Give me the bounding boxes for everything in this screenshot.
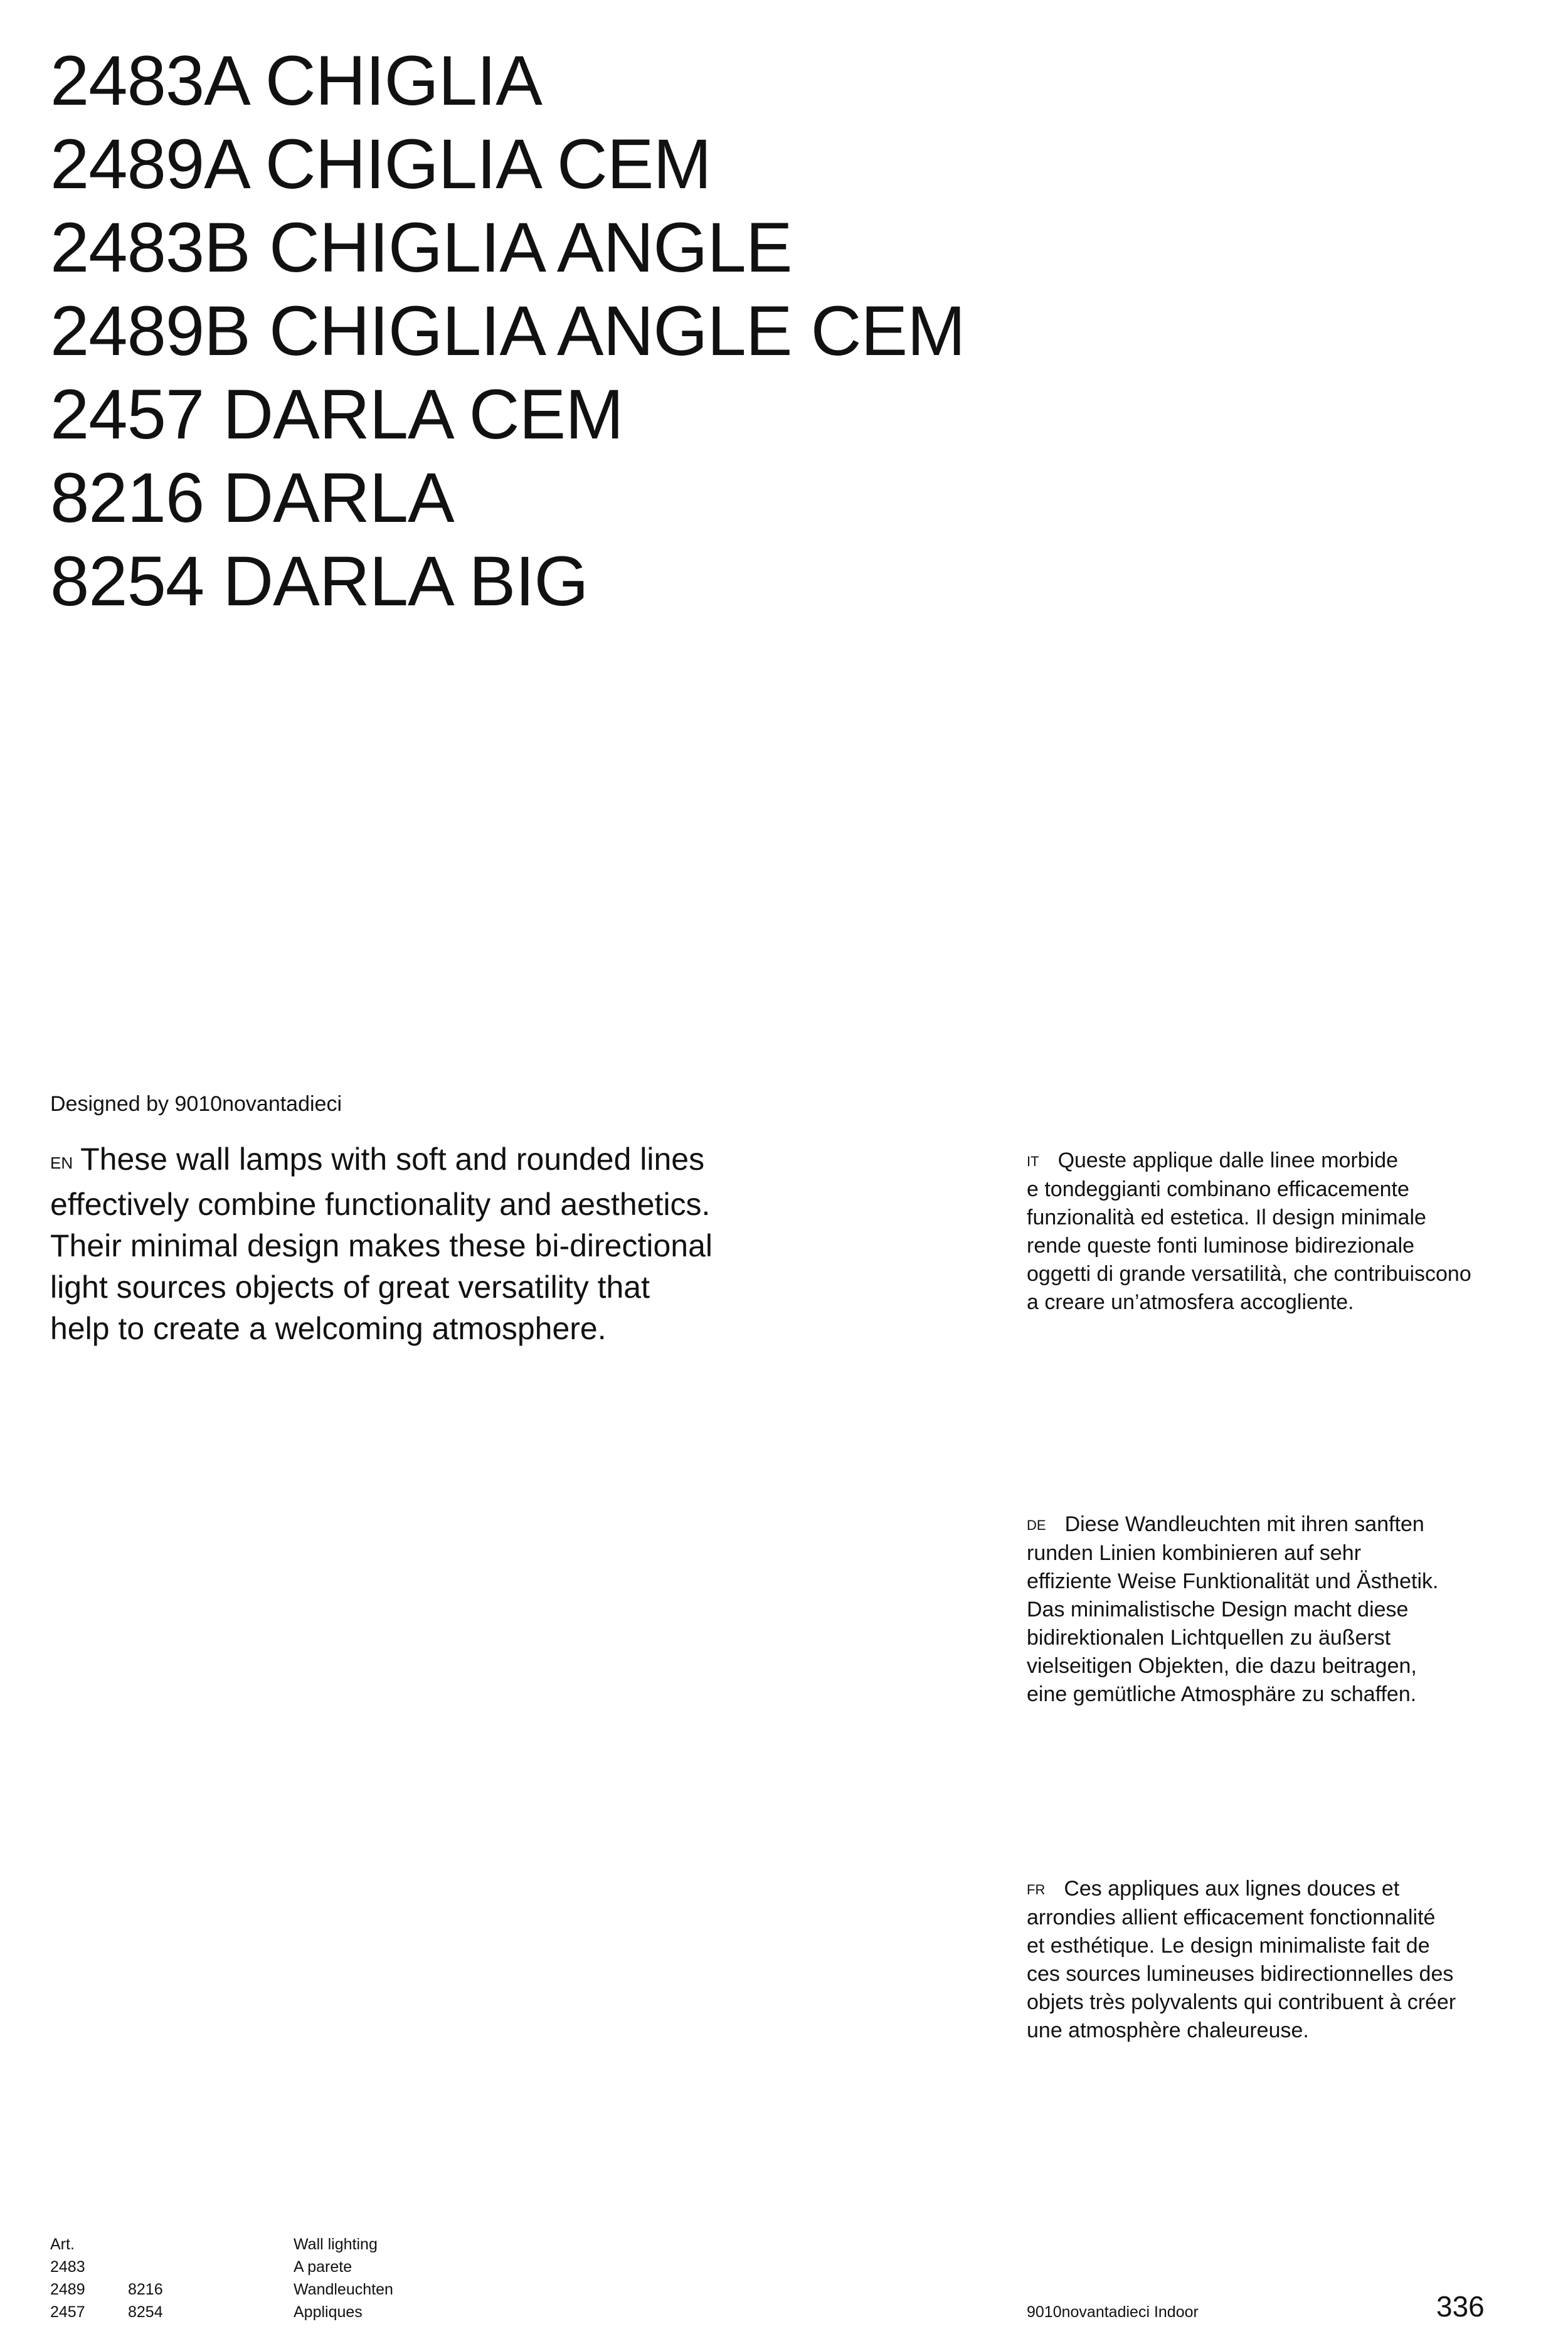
description-it xyxy=(1027,1147,1510,1317)
description-line: rende queste fonti luminose bidirezionale xyxy=(1027,1234,1415,1258)
art-label-text: Art. xyxy=(50,2236,75,2253)
description-line: objets très polyvalents qui contribuent à créer xyxy=(1027,1990,1456,2014)
lighting-type: Appliques xyxy=(294,2303,363,2321)
description-line: Their minimal design makes these bi-directional xyxy=(50,1228,713,1263)
article-code: 2489 xyxy=(50,2281,85,2298)
lighting-type-list xyxy=(294,2233,393,2323)
description-line: Ces appliques aux lignes douces et xyxy=(1064,1877,1400,1901)
article-code: 8216 xyxy=(128,2281,163,2298)
article-codes-col2 xyxy=(128,2278,163,2323)
language-tag-fr: FR xyxy=(1027,1882,1046,1897)
description-line: ces sources lumineuses bidirectionnelles des xyxy=(1027,1962,1454,1986)
description-line: Queste applique dalle linee morbide xyxy=(1057,1149,1399,1172)
page-number: 336 xyxy=(1436,2290,1485,2323)
description-line: help to create a welcoming atmosphere. xyxy=(50,1311,607,1346)
description-line: une atmosphère chaleureuse. xyxy=(1027,2019,1309,2042)
description-line: effectively combine functionality and aesthetics. xyxy=(50,1187,711,1222)
description-line: eine gemütliche Atmosphäre zu schaffen. xyxy=(1027,1682,1417,1706)
lighting-type: Wandleuchten xyxy=(294,2281,393,2298)
brand-label: 9010novantadieci Indoor xyxy=(1027,2303,1199,2321)
description-en xyxy=(50,1138,790,1349)
description-line: These wall lamps with soft and rounded lines xyxy=(80,1142,705,1177)
language-tag-de: DE xyxy=(1027,1517,1046,1533)
product-title: 2457 DARLA CEM xyxy=(50,375,623,454)
article-code: 8254 xyxy=(128,2303,163,2321)
lighting-type: A parete xyxy=(294,2258,352,2276)
description-line: funzionalità ed estetica. Il design minimale xyxy=(1027,1206,1426,1229)
description-line: effiziente Weise Funktionalität und Ästhetik. xyxy=(1027,1569,1439,1593)
product-title: 8216 DARLA xyxy=(50,459,454,537)
designer-credit: Designed by 9010novantadieci xyxy=(50,1092,342,1116)
language-tag-en: EN xyxy=(50,1154,73,1172)
product-title: 2483B CHIGLIA ANGLE xyxy=(50,208,792,287)
description-line: runden Linien kombinieren auf sehr xyxy=(1027,1541,1362,1565)
description-line: a creare un’atmosfera accogliente. xyxy=(1027,1290,1354,1314)
description-line: arrondies allient efficacement fonctionnalité xyxy=(1027,1906,1436,1929)
product-title: 2489A CHIGLIA CEM xyxy=(50,125,711,203)
description-line: oggetti di grande versatilità, che contribuiscono xyxy=(1027,1262,1471,1286)
product-title: 8254 DARLA BIG xyxy=(50,542,588,620)
description-de xyxy=(1027,1510,1510,1709)
description-line: et esthétique. Le design minimaliste fait de xyxy=(1027,1934,1430,1958)
article-code: 2483 xyxy=(50,2258,85,2276)
description-line: light sources objects of great versatility that xyxy=(50,1270,650,1305)
description-line: bidirektionalen Lichtquellen zu äußerst xyxy=(1027,1626,1391,1650)
description-fr xyxy=(1027,1875,1510,2045)
product-title: 2483A CHIGLIA xyxy=(50,41,542,120)
description-line: vielseitigen Objekten, die dazu beitragen, xyxy=(1027,1654,1417,1678)
language-tag-it: IT xyxy=(1027,1154,1039,1169)
description-line: Das minimalistische Design macht diese xyxy=(1027,1598,1409,1621)
article-code: 2457 xyxy=(50,2303,85,2321)
lighting-type: Wall lighting xyxy=(294,2236,378,2253)
art-label xyxy=(50,2233,75,2256)
product-title-list xyxy=(50,39,965,623)
description-line: e tondeggianti combinano efficacemente xyxy=(1027,1177,1409,1201)
article-codes-col1 xyxy=(50,2256,85,2323)
description-line: Diese Wandleuchten mit ihren sanften xyxy=(1064,1512,1424,1536)
product-title: 2489B CHIGLIA ANGLE CEM xyxy=(50,292,965,370)
